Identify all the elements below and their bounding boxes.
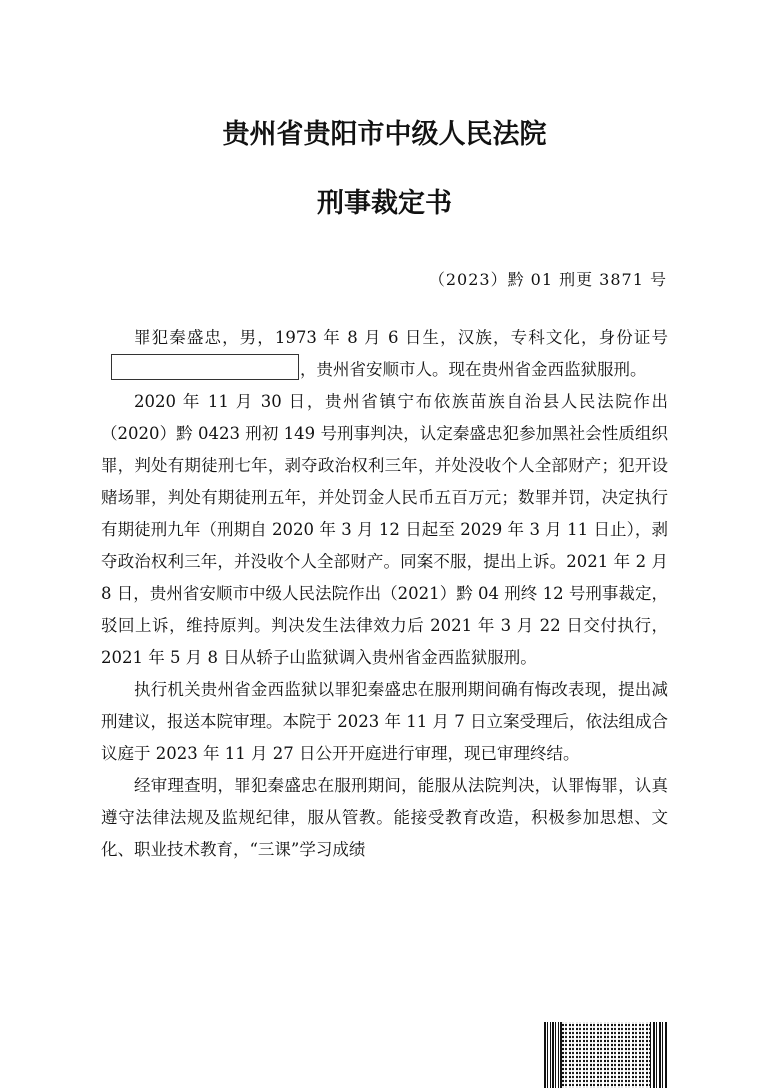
case-number: （2023）黔 01 刑更 3871 号 <box>428 270 667 289</box>
barcode-qr-icon <box>544 1022 668 1088</box>
paragraph-case-history: 2020 年 11 月 30 日，贵州省镇宁布依族苗族自治县人民法院作出（2020）黔 0423 刑初 149 号刑事判决，认定秦盛忠犯参加黑社会性质组织罪，判处有期徒刑七年，剥夺政治权利三年，并处没收个人全部财产；犯开设赌场罪，判处有期徒刑五年，并处罚金人民币五百万元；数罪并罚，决定执行有期徒刑九年（刑期自 2020 年 3 月 12 日起至 2029 年 3 月 11 日止），剥夺政治权利三年，并没收个人全部财产。同案不服，提出上诉。2021 年 2 月 8 日，贵州省安顺市中级人民法院作出（2021）黔 04 刑终 12 号刑事裁定，驳回上诉，维持原判。判决发生法律效力后 2021 年 3 月 22 日交付执行，2021 年 5 月 8 日从轿子山监狱调入贵州省金西监狱服刑。 <box>101 392 668 667</box>
redacted-id-box <box>111 354 299 380</box>
qr-code-icon <box>562 1022 650 1088</box>
barcode-stripes-left <box>544 1022 562 1088</box>
paragraph-proposal: 执行机关贵州省金西监狱以罪犯秦盛忠在服刑期间确有悔改表现，提出减刑建议，报送本院审理。本院于 2023 年 11 月 7 日立案受理后，依法组成合议庭于 2023 年 11 月 27 日公开开庭进行审理，现已审理终结。 <box>101 680 668 763</box>
paragraph-defendant-info <box>101 322 668 386</box>
barcode-stripes-right <box>650 1022 668 1088</box>
document-body <box>101 322 668 866</box>
defendant-residence-text: ，贵州省安顺市人。现在贵州省金西监狱服刑。 <box>300 360 647 379</box>
paragraph-findings: 经审理查明，罪犯秦盛忠在服刑期间，能服从法院判决，认罪悔罪，认真遵守法律法规及监规纪律，服从管教。能接受教育改造，积极参加思想、文化、职业技术教育，“三课”学习成绩 <box>101 776 668 859</box>
document-type-title: 刑事裁定书 <box>317 188 452 219</box>
court-name-title: 贵州省贵阳市中级人民法院 <box>222 119 547 150</box>
defendant-info-text: 罪犯秦盛忠，男，1973 年 8 月 6 日生，汉族，专科文化，身份证号 <box>134 328 668 347</box>
